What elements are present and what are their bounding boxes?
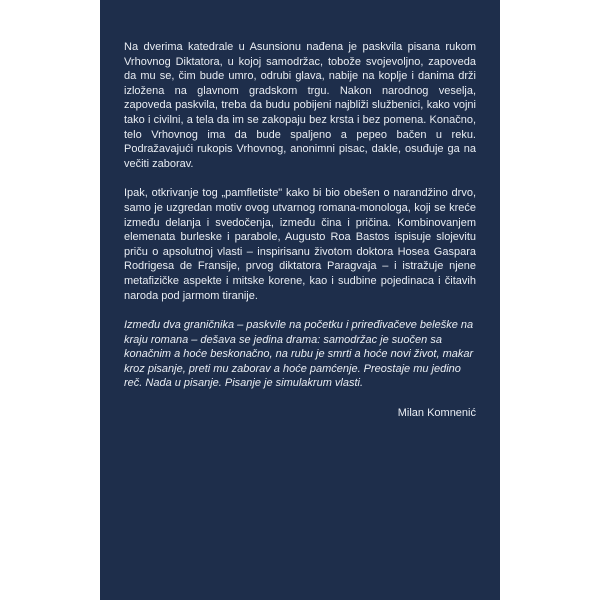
blurb-paragraph-2: Ipak, otkrivanje tog „pamfletiste" kako bi bio obešen o narandžino drvo, samo je uzgredan motiv ovog utvarnog romana-monologa, koji se kreće između delanja i svedočenja, između čina i pričina. Kombinovanjem elemenata burleske i parabole, Augusto Roa Bastos ispisuje slojevitu priču o apsolutnoj vlasti – inspirisanu životom doktora Hosea Gaspara Rodrigesa de Fransije, prvog diktatora Paragvaja – i istražuje njene metafizičke aspekte i mitske korene, kao i sudbine pojedinaca i čitavih naroda pod jarmom tiranije. (124, 187, 476, 302)
blurb-paragraph-1: Na dverima katedrale u Asunsionu nađena je paskvila pisana rukom Vrhovnog Diktatora, u kojoj samodržac, tobože svojevoljno, zapoveda da mu se, čim bude umro, odrubi glava, nabije na koplje i danima drži izložena na glavnom gradskom trgu. Nakon narodnog veselja, zapoveda paskvila, treba da budu pobijeni najbliži službenici, kako vojni tako i civilni, a tela da im se zakopaju bez krsta i bez pomena. Konačno, telo Vrhovnog ima da bude spaljeno a pepeo bačen u reku. Podražavajući rukopis Vrhovnog, anonimni pisac, dakle, osuđuje ga na večiti zaborav. (124, 41, 476, 170)
blurb-italic-quote: Između dva graničnika – paskvile na početku i priređivačeve beleške na kraju romana – dešava se jedina drama: samodržac je suočen sa konačnim a hoće beskonačno, na rubu je smrti a hoće novi život, makar kroz pisanje, preti mu zaborav a hoće pamćenje. Preostaje mu jedino reč. Nada u pisanje. Pisanje je simulakrum vlasti. (124, 319, 474, 390)
author-signature: Milan Komnenić (397, 407, 476, 420)
book-back-cover (100, 0, 500, 600)
